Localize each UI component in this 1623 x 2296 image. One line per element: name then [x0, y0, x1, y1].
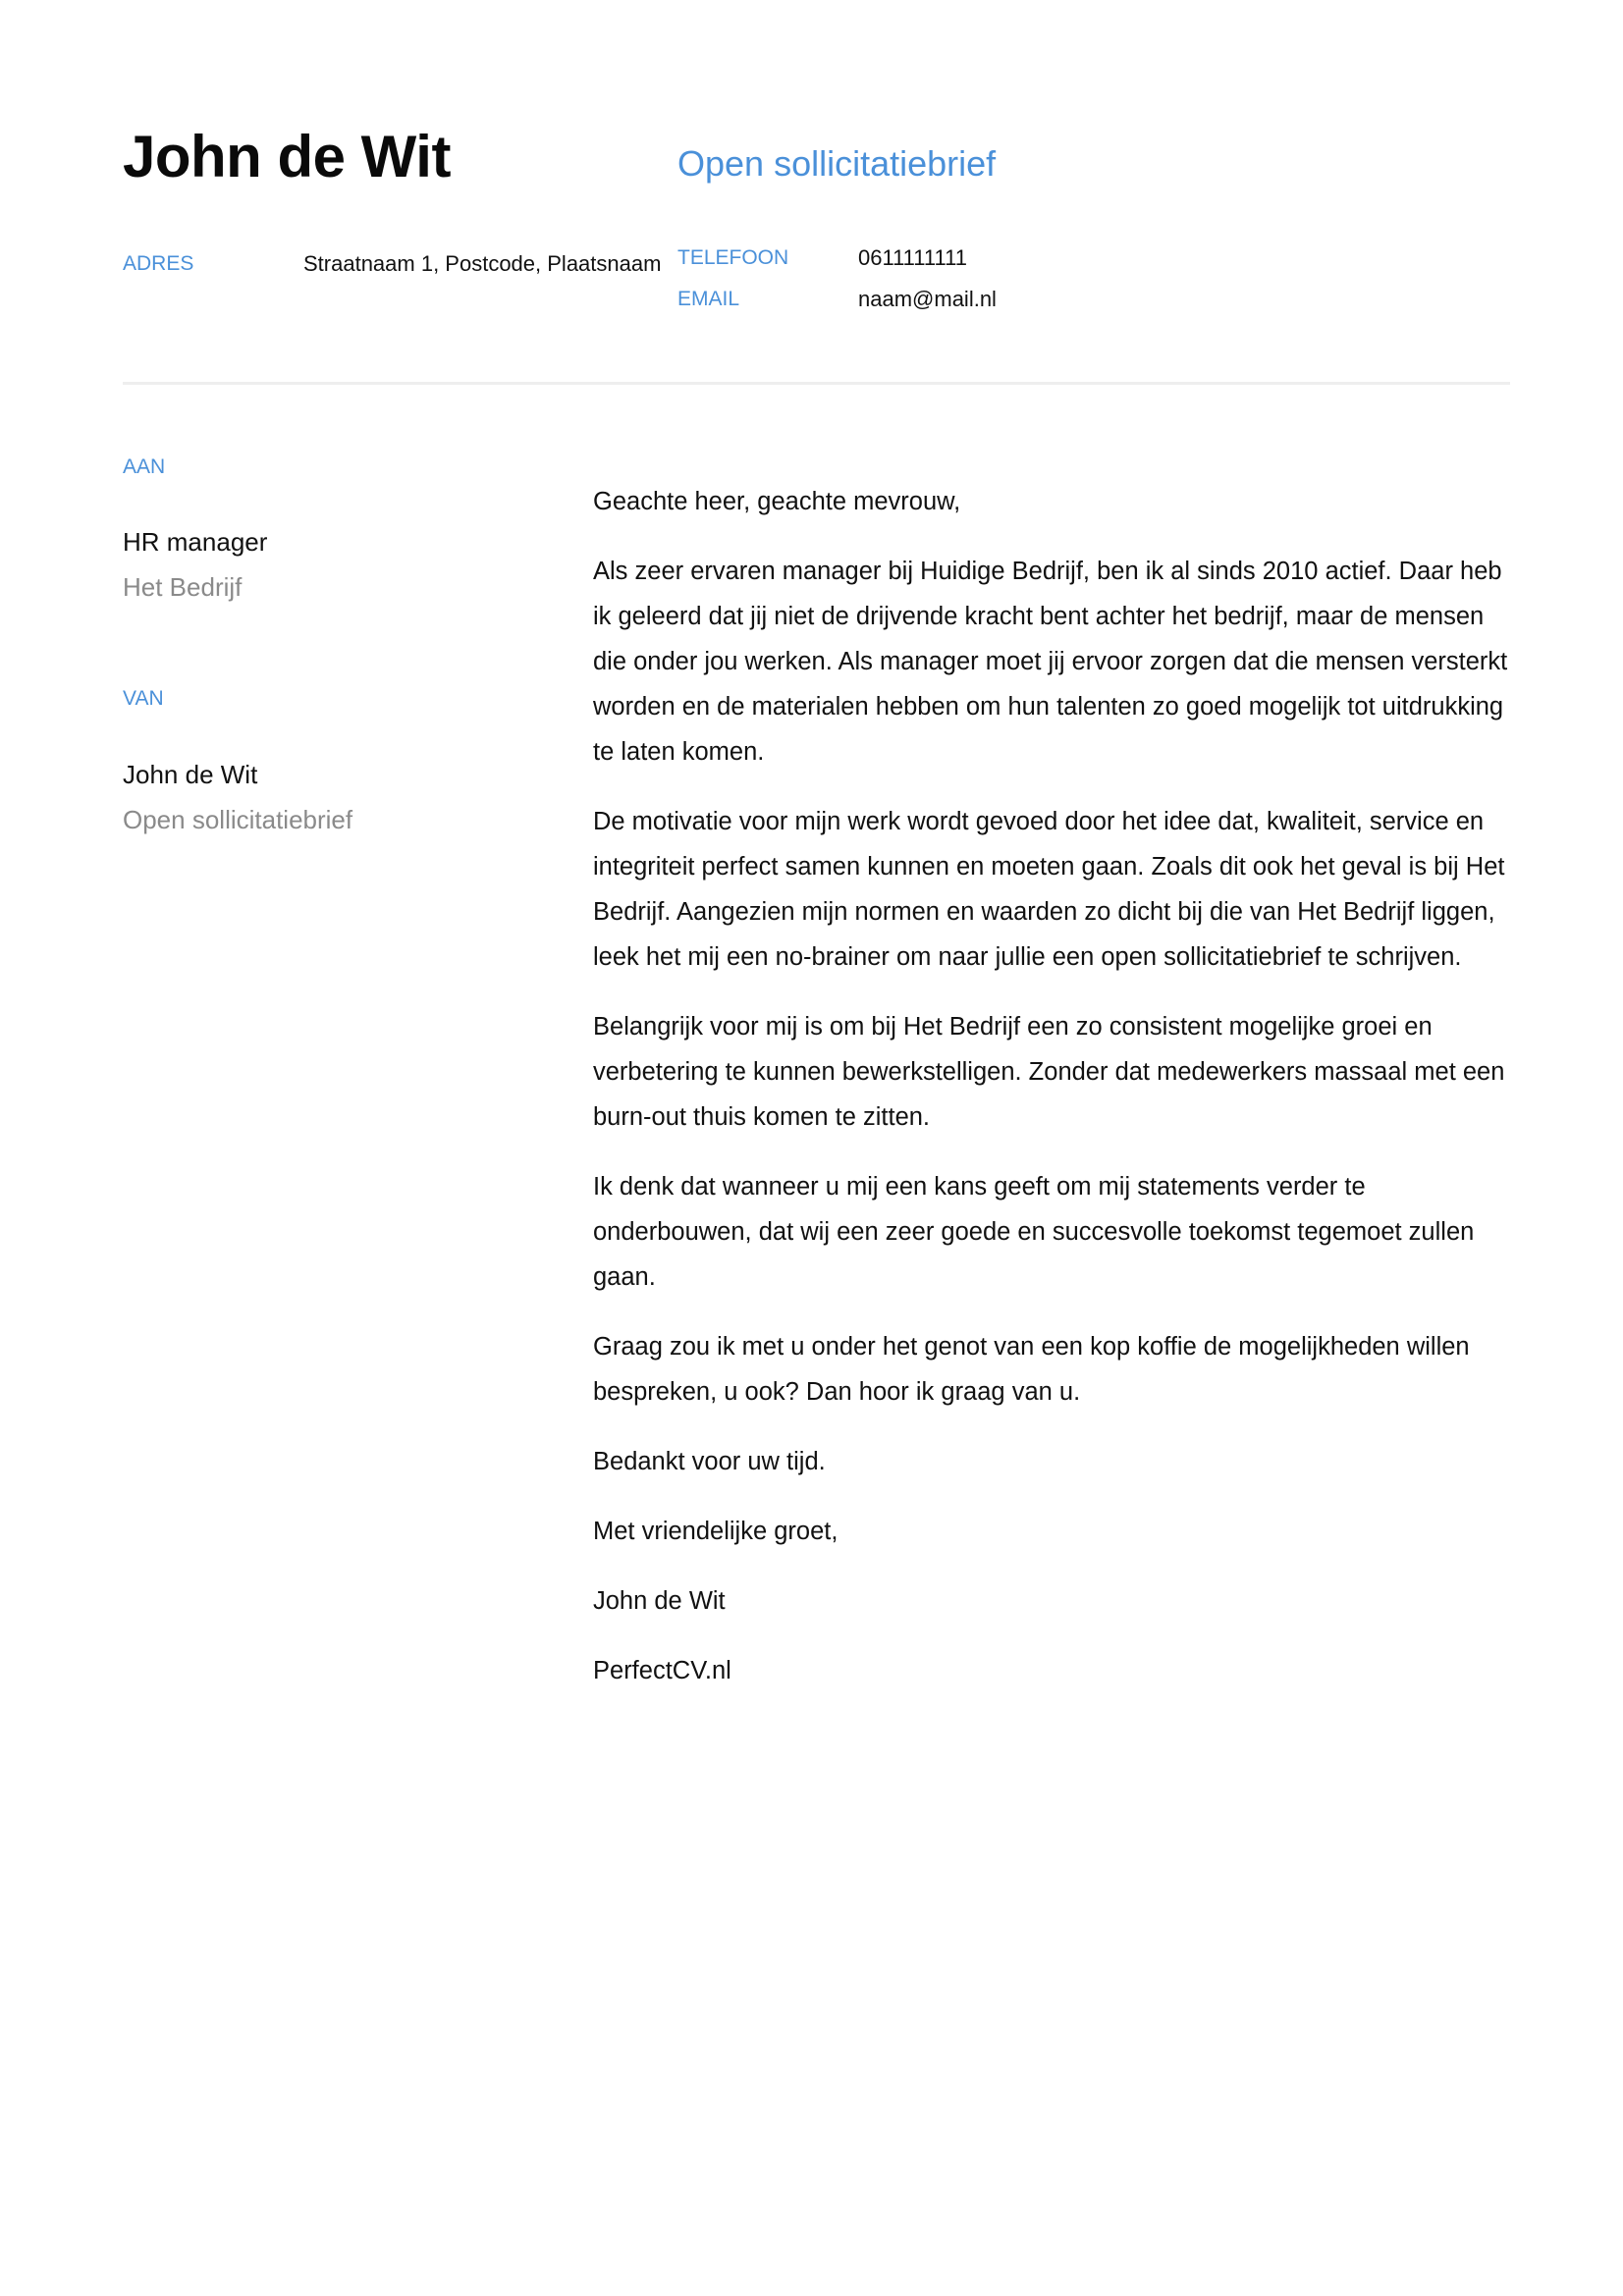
address-label: ADRES	[123, 252, 194, 275]
sender-label: VAN	[123, 687, 164, 710]
sender-subject: Open sollicitatiebrief	[123, 805, 353, 834]
recipient-name: HR manager	[123, 527, 268, 557]
letter-closing: Met vriendelijke groet,	[593, 1518, 839, 1545]
letter-paragraph: Als zeer ervaren manager bij Huidige Bedrijf, ben ik al sinds 2010 actief. Daar heb ik geleerd dat jij niet de drijvende kracht bent achter het bedrijf, maar de mensen die onder jou werken. Als manager moet jij ervoor zorgen dat die mensen versterkt worden en de materialen hebben om hun talenten zo goed mogelijk tot uitdrukking te laten komen.	[593, 558, 1508, 766]
letter-footer: PerfectCV.nl	[593, 1657, 731, 1684]
letter-salutation: Geachte heer, geachte mevrouw,	[593, 488, 961, 515]
recipient-label: AAN	[123, 455, 166, 478]
phone-label: TELEFOON	[677, 246, 789, 269]
email-label: EMAIL	[677, 288, 740, 310]
sender-name: John de Wit	[123, 760, 258, 789]
letter-paragraph: Graag zou ik met u onder het genot van een kop koffie de mogelijkheden willen bespreken, u ook? Dan hoor ik graag van u.	[593, 1333, 1470, 1406]
letter-paragraph: Belangrijk voor mij is om bij Het Bedrijf een zo consistent mogelijke groei en verbetering te kunnen bewerkstelligen. Zonder dat medewerkers massaal met een burn-out thuis komen te zitten.	[593, 1013, 1505, 1131]
letter-paragraph: Bedankt voor uw tijd.	[593, 1448, 826, 1475]
recipient-company: Het Bedrijf	[123, 572, 243, 602]
email-value: naam@mail.nl	[858, 287, 997, 311]
address-value: Straatnaam 1, Postcode, Plaatsnaam	[303, 251, 662, 276]
letter-paragraph: Ik denk dat wanneer u mij een kans geeft om mij statements verder te onderbouwen, dat wij een zeer goede en succesvolle toekomst tegemoet zullen gaan.	[593, 1173, 1475, 1291]
letter-paragraph: De motivatie voor mijn werk wordt gevoed door het idee dat, kwaliteit, service en integriteit perfect samen kunnen en moeten gaan. Zoals dit ook het geval is bij Het Bedrijf. Aangezien mijn normen en waarden zo dicht bij die van Het Bedrijf liggen, leek het mij een no-brainer om naar jullie een open sollicitatiebrief te schrijven.	[593, 808, 1505, 971]
header-divider	[123, 382, 1510, 385]
applicant-name: John de Wit	[123, 124, 451, 189]
letter-body	[593, 479, 1516, 1718]
phone-value: 0611111111	[858, 245, 967, 270]
document-title: Open sollicitatiebrief	[677, 143, 997, 184]
letter-signature: John de Wit	[593, 1587, 726, 1615]
